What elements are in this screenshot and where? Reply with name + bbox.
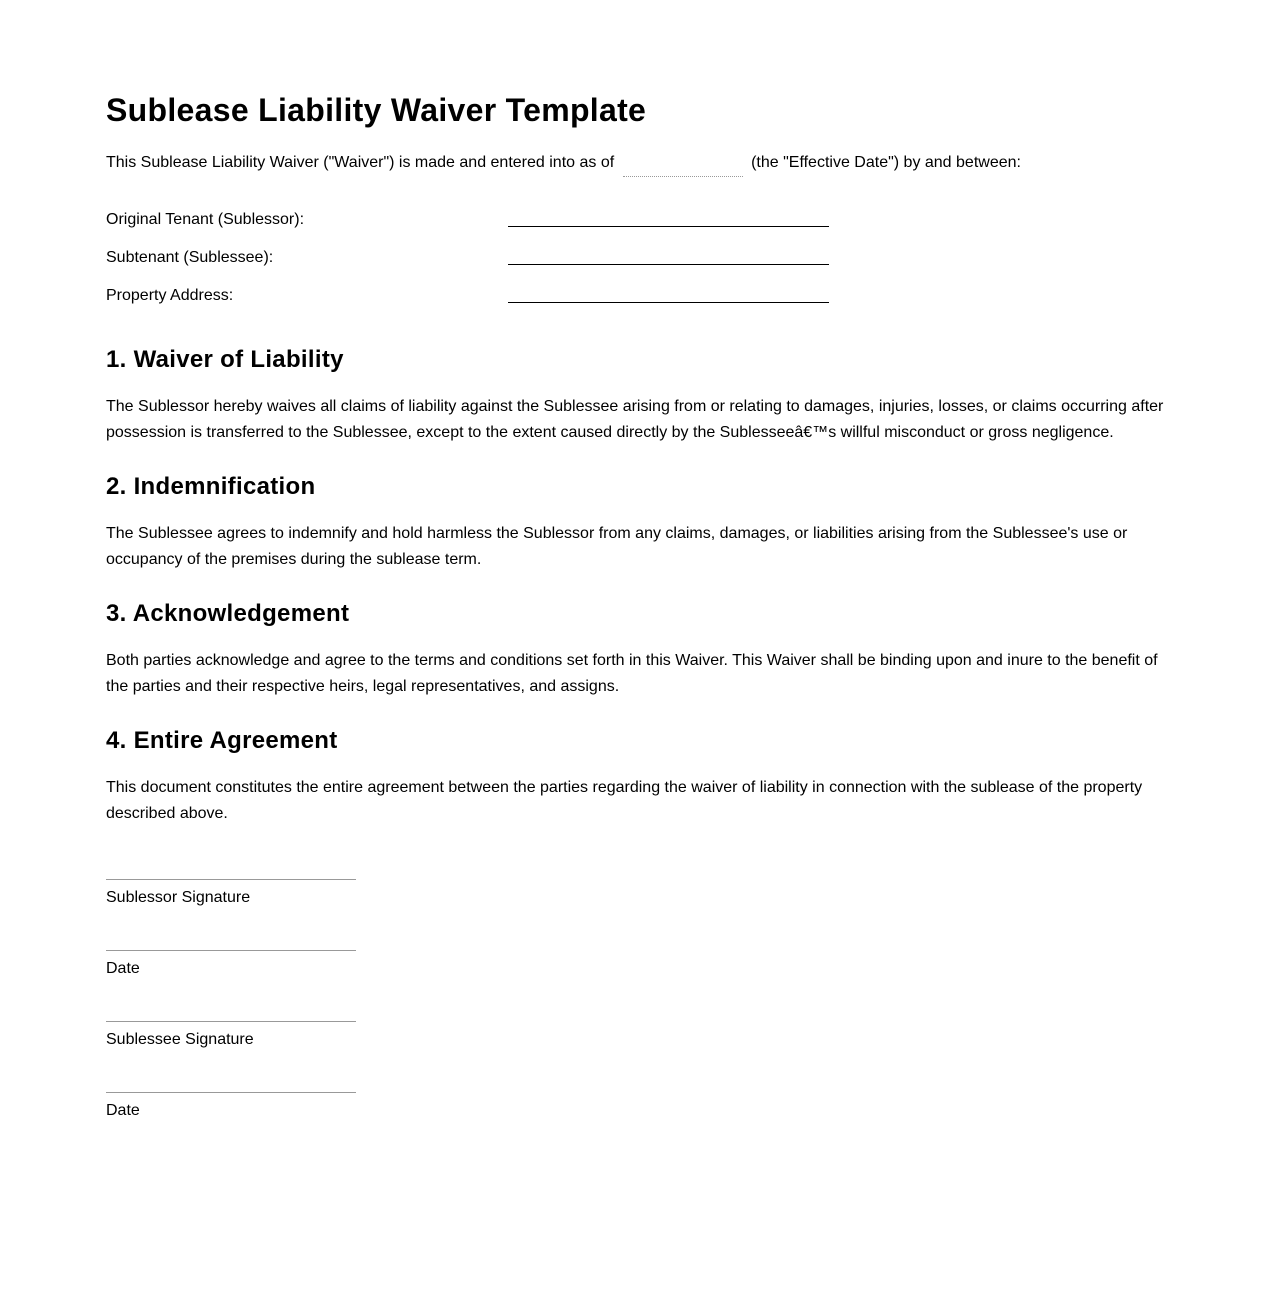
sublessor-signature-line[interactable] — [106, 879, 356, 880]
party-label: Subtenant (Sublessee): — [106, 249, 274, 266]
date-label: Date — [106, 960, 140, 977]
effective-date-field[interactable] — [623, 152, 743, 177]
section-heading-indemnification: 2. Indemnification — [106, 473, 316, 500]
party-label: Original Tenant (Sublessor): — [106, 211, 305, 228]
date-label: Date — [106, 1102, 140, 1119]
property-address-field[interactable] — [508, 284, 829, 303]
section-heading-acknowledgement: 3. Acknowledgement — [106, 600, 350, 627]
section-heading-entire-agreement: 4. Entire Agreement — [106, 727, 338, 754]
document-title: Sublease Liability Waiver Template — [106, 92, 647, 128]
sublessor-signature-block — [106, 879, 356, 908]
party-row-sublessee — [106, 246, 836, 270]
party-row-sublessor — [106, 208, 836, 232]
intro-paragraph — [106, 151, 1021, 176]
sublessee-signature-block — [106, 1021, 356, 1050]
sublessor-name-field[interactable] — [508, 208, 829, 227]
intro-text-after: (the "Effective Date") by and between: — [751, 154, 1021, 171]
sublessor-date-line[interactable] — [106, 950, 356, 951]
section-heading-waiver-of-liability: 1. Waiver of Liability — [106, 346, 344, 373]
section-body-acknowledgement: Both parties acknowledge and agree to the terms and conditions set forth in this Waiver. This Waiver shall be binding upon and inure to the benefit of the parties and their respective heirs, legal representatives, and assigns. — [106, 652, 1158, 695]
sublessor-date-block — [106, 950, 356, 979]
sublessee-date-line[interactable] — [106, 1092, 356, 1093]
section-body-indemnification: The Sublessee agrees to indemnify and hold harmless the Sublessor from any claims, damages, or liabilities arising from the Sublessee's use or occupancy of the premises during the sublease term. — [106, 525, 1128, 568]
sublessee-signature-line[interactable] — [106, 1021, 356, 1022]
party-row-property-address — [106, 284, 836, 308]
party-label: Property Address: — [106, 287, 234, 304]
sublessee-name-field[interactable] — [508, 246, 829, 265]
intro-text-before: This Sublease Liability Waiver ("Waiver") is made and entered into as of — [106, 154, 615, 171]
signature-label: Sublessee Signature — [106, 1031, 254, 1048]
signature-label: Sublessor Signature — [106, 889, 251, 906]
sublessee-date-block — [106, 1092, 356, 1121]
section-body-entire-agreement: This document constitutes the entire agreement between the parties regarding the waiver of liability in connection with the sublease of the property described above. — [106, 779, 1143, 822]
section-body-waiver-of-liability: The Sublessor hereby waives all claims of liability against the Sublessee arising from or relating to damages, injuries, losses, or claims occurring after possession is transferred to the Sublessee, except to the extent caused directly by the Sublesseeâ€™s willful misconduct or gross negligence. — [106, 398, 1164, 441]
